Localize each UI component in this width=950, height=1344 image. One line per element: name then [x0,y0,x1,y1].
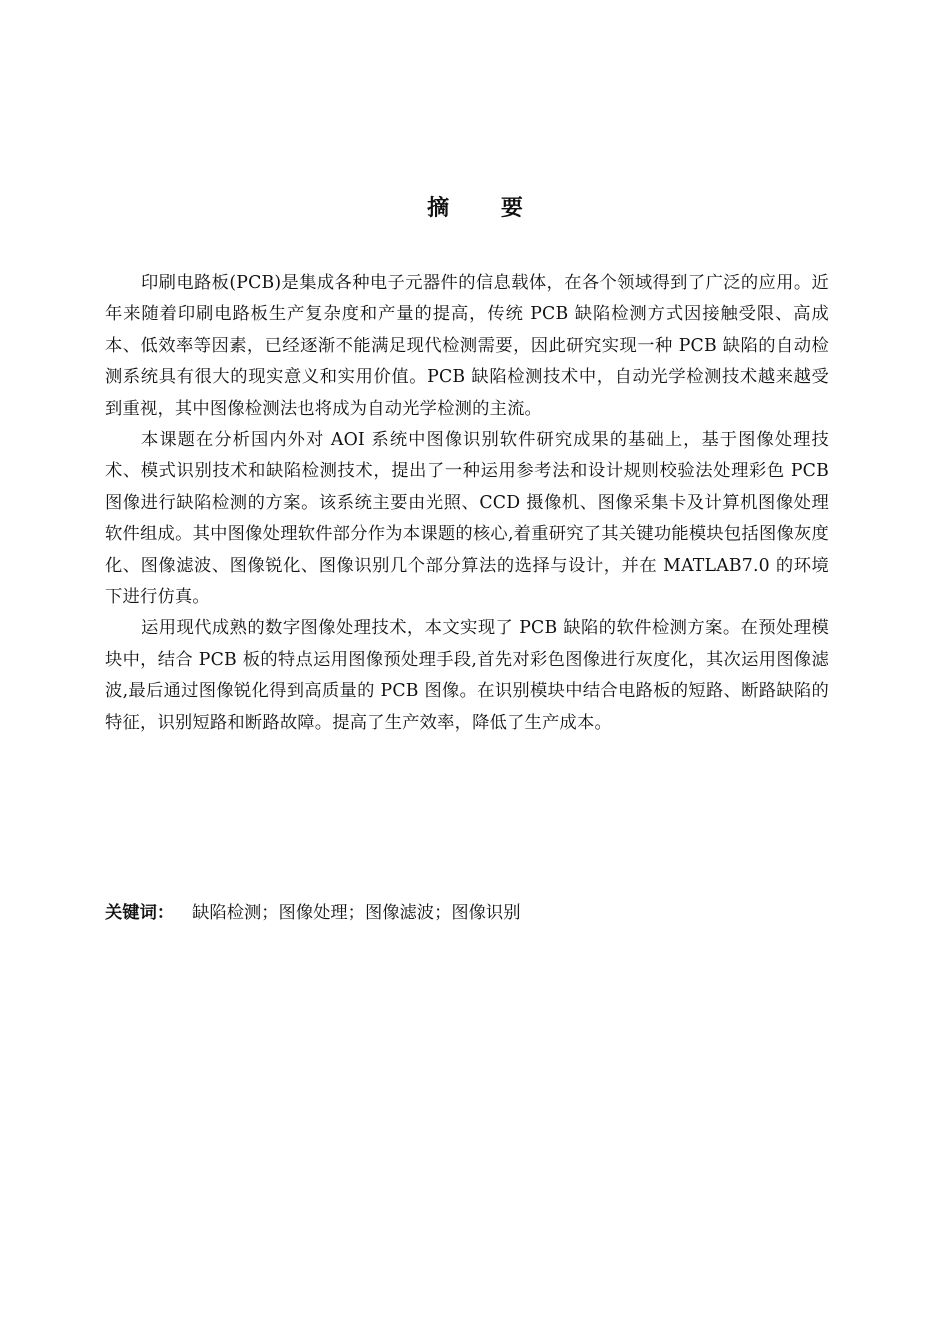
abstract-body [105,268,829,739]
abstract-paragraph-2: 本课题在分析国内外对 AOI 系统中图像识别软件研究成果的基础上，基于图像处理技术、模式识别技术和缺陷检测技术，提出了一种运用参考法和设计规则校验法处理彩色 PCB 图像进行缺陷检测的方案。该系统主要由光照、CCD 摄像机、图像采集卡及计算机图像处理软件组成。其中图像处理软件部分作为本课题的核心,着重研究了其关键功能模块包括图像灰度化、图像滤波、图像锐化、图像识别几个部分算法的选择与设计，并在 MATLAB7.0 的环境下进行仿真。 [105,430,829,608]
keywords-line [105,899,829,927]
abstract-paragraph-3: 运用现代成熟的数字图像处理技术，本文实现了 PCB 缺陷的软件检测方案。在预处理模块中，结合 PCB 板的特点运用图像预处理手段,首先对彩色图像进行灰度化，其次运用图像滤波,最后通过图像锐化得到高质量的 PCB 图像。在识别模块中结合电路板的短路、断路缺陷的特征，识别短路和断路故障。提高了生产效率，降低了生产成本。 [105,618,829,733]
abstract-title: 摘 要 [427,196,545,221]
keywords-value: 缺陷检测；图像处理；图像滤波；图像识别 [192,903,521,923]
keywords-label: 关键词： [105,903,175,923]
abstract-paragraph-1: 印刷电路板(PCB)是集成各种电子元器件的信息载体，在各个领域得到了广泛的应用。近年来随着印刷电路板生产复杂度和产量的提高，传统 PCB 缺陷检测方式因接触受限、高成本、低效率等因素，已经逐渐不能满足现代检测需要，因此研究实现一种 PCB 缺陷的自动检测系统具有很大的现实意义和实用价值。PCB 缺陷检测技术中，自动光学检测技术越来越受到重视，其中图像检测法也将成为自动光学检测的主流。 [105,273,829,419]
